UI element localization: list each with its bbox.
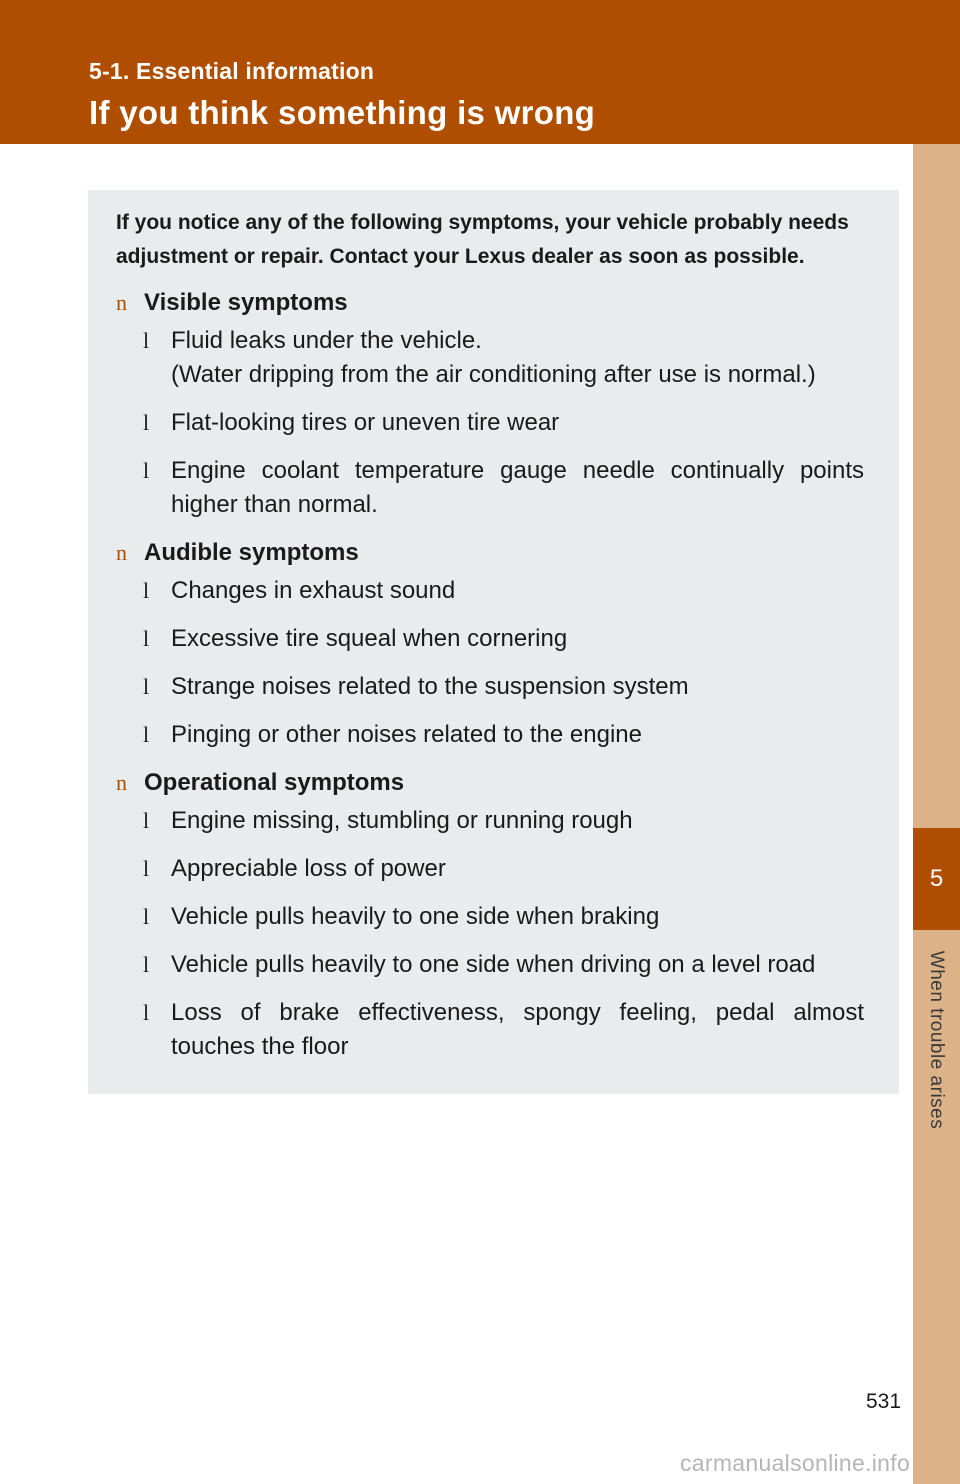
item-text: Pinging or other noises related to the engine — [171, 721, 642, 748]
item-text: Excessive tire squeal when cornering — [171, 625, 568, 652]
bullet-icon: l — [143, 328, 150, 353]
symptoms-box — [88, 190, 899, 1094]
item-text: Engine missing, stumbling or running rough — [171, 807, 633, 834]
item-text: Fluid leaks under the vehicle. — [171, 327, 482, 354]
group-operational-symptoms — [116, 766, 864, 1064]
chapter-number: 5 — [929, 865, 944, 892]
list-item — [116, 454, 864, 522]
item-text: Appreciable loss of power — [171, 855, 446, 882]
group-audible-symptoms — [116, 536, 864, 752]
bullet-icon: l — [143, 674, 150, 699]
list-item — [116, 406, 864, 440]
list-item — [116, 324, 864, 392]
symptom-list — [116, 804, 864, 1064]
group-title: Audible symptoms — [144, 539, 359, 566]
group-visible-symptoms — [116, 286, 864, 522]
chapter-tab[interactable] — [913, 828, 960, 930]
list-item — [116, 622, 864, 656]
intro-text: If you notice any of the following symptoms, your vehicle probably needs adjustment or repair. Contact your Lexus dealer as soon as possible. — [116, 211, 849, 268]
page-number: 531 — [866, 1390, 902, 1413]
bullet-icon: l — [143, 458, 150, 483]
bullet-icon: l — [143, 904, 150, 929]
item-text: Changes in exhaust sound — [171, 577, 456, 604]
bullet-icon: l — [143, 626, 150, 651]
group-title: Visible symptoms — [144, 289, 348, 316]
square-marker-icon: n — [116, 770, 127, 795]
item-text: Vehicle pulls heavily to one side when braking — [171, 903, 660, 930]
bullet-icon: l — [143, 1000, 150, 1025]
symptom-list — [116, 574, 864, 752]
item-text: Engine coolant temperature gauge needle continually points higher than normal. — [171, 457, 864, 518]
bullet-icon: l — [143, 808, 150, 833]
item-text: Loss of brake effectiveness, spongy feeling, pedal almost touches the floor — [171, 999, 864, 1060]
item-text: Strange noises related to the suspension system — [171, 673, 689, 700]
symptom-list — [116, 324, 864, 522]
list-item — [116, 574, 864, 608]
bullet-icon: l — [143, 952, 150, 977]
square-marker-icon: n — [116, 540, 127, 565]
list-item — [116, 948, 864, 982]
bullet-icon: l — [143, 578, 150, 603]
list-item — [116, 900, 864, 934]
page-title: If you think something is wrong — [89, 94, 596, 131]
list-item — [116, 852, 864, 886]
list-item — [116, 996, 864, 1064]
section-label: 5-1. Essential information — [89, 58, 375, 84]
group-heading — [116, 766, 864, 800]
bullet-icon: l — [143, 410, 150, 435]
watermark-text: carmanualsonline.info — [680, 1450, 911, 1476]
group-title: Operational symptoms — [144, 769, 405, 796]
group-heading — [116, 286, 864, 320]
square-marker-icon: n — [116, 290, 127, 315]
side-tab-strip — [913, 144, 960, 1484]
bullet-icon: l — [143, 722, 150, 747]
page-header — [0, 0, 960, 144]
item-text: Flat-looking tires or uneven tire wear — [171, 409, 560, 436]
chapter-name: When trouble arises — [926, 950, 947, 1130]
list-item — [116, 718, 864, 752]
item-note: (Water dripping from the air conditioning after use is normal.) — [171, 361, 816, 388]
bullet-icon: l — [143, 856, 150, 881]
list-item — [116, 670, 864, 704]
list-item — [116, 804, 864, 838]
group-heading — [116, 536, 864, 570]
item-text: Vehicle pulls heavily to one side when driving on a level road — [171, 951, 816, 978]
